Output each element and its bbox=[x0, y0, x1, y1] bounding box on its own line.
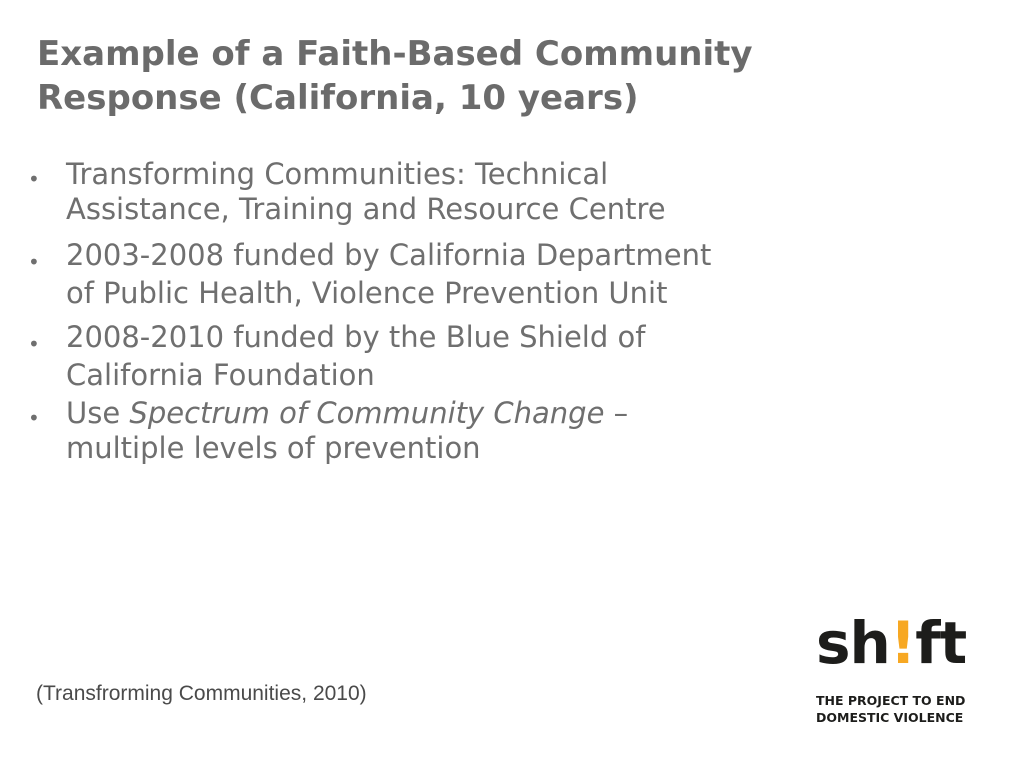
bullet-text-line: 2003-2008 funded by California Department bbox=[66, 238, 712, 272]
bullet-item bbox=[28, 396, 788, 466]
citation: (Transfrorming Communities, 2010) bbox=[36, 682, 367, 705]
bullet-item bbox=[28, 318, 788, 394]
bullet-marker: • bbox=[28, 250, 40, 274]
logo-tagline bbox=[816, 692, 986, 726]
bullet-text-suffix: – bbox=[604, 396, 629, 430]
bullet-text-line: California Foundation bbox=[66, 358, 375, 392]
logo-wordmark bbox=[816, 608, 986, 678]
bullet-marker: • bbox=[28, 167, 40, 191]
bullet-text-line: Assistance, Training and Resource Centre bbox=[66, 192, 666, 226]
logo-exclamation-mark: ! bbox=[889, 609, 916, 677]
logo-word-start: sh bbox=[816, 609, 890, 677]
logo-word-end: ft bbox=[915, 609, 967, 677]
logo-tagline-line: DOMESTIC VIOLENCE bbox=[816, 710, 964, 725]
slide-title bbox=[37, 32, 937, 120]
bullet-text-line: of Public Health, Violence Prevention Unit bbox=[66, 276, 668, 310]
bullet-text-line: multiple levels of prevention bbox=[66, 431, 481, 465]
bullet-text-emphasis: Spectrum of Community Change bbox=[129, 396, 605, 430]
bullet-text-line: 2008-2010 funded by the Blue Shield of bbox=[66, 320, 646, 354]
bullet-text-line: Transforming Communities: Technical bbox=[66, 157, 609, 191]
bullet-marker: • bbox=[28, 332, 40, 356]
slide-title-line: Response (California, 10 years) bbox=[37, 78, 639, 118]
bullet-text-prefix: Use bbox=[66, 396, 130, 430]
bullet-text-line bbox=[66, 396, 788, 431]
slide-title-line: Example of a Faith-Based Community bbox=[37, 34, 753, 74]
bullet-item bbox=[28, 236, 788, 312]
shift-logo bbox=[816, 608, 986, 738]
bullet-marker: • bbox=[28, 406, 40, 430]
bullet-item bbox=[28, 157, 788, 227]
logo-tagline-line: THE PROJECT TO END bbox=[816, 693, 966, 708]
bullet-list bbox=[28, 157, 788, 466]
